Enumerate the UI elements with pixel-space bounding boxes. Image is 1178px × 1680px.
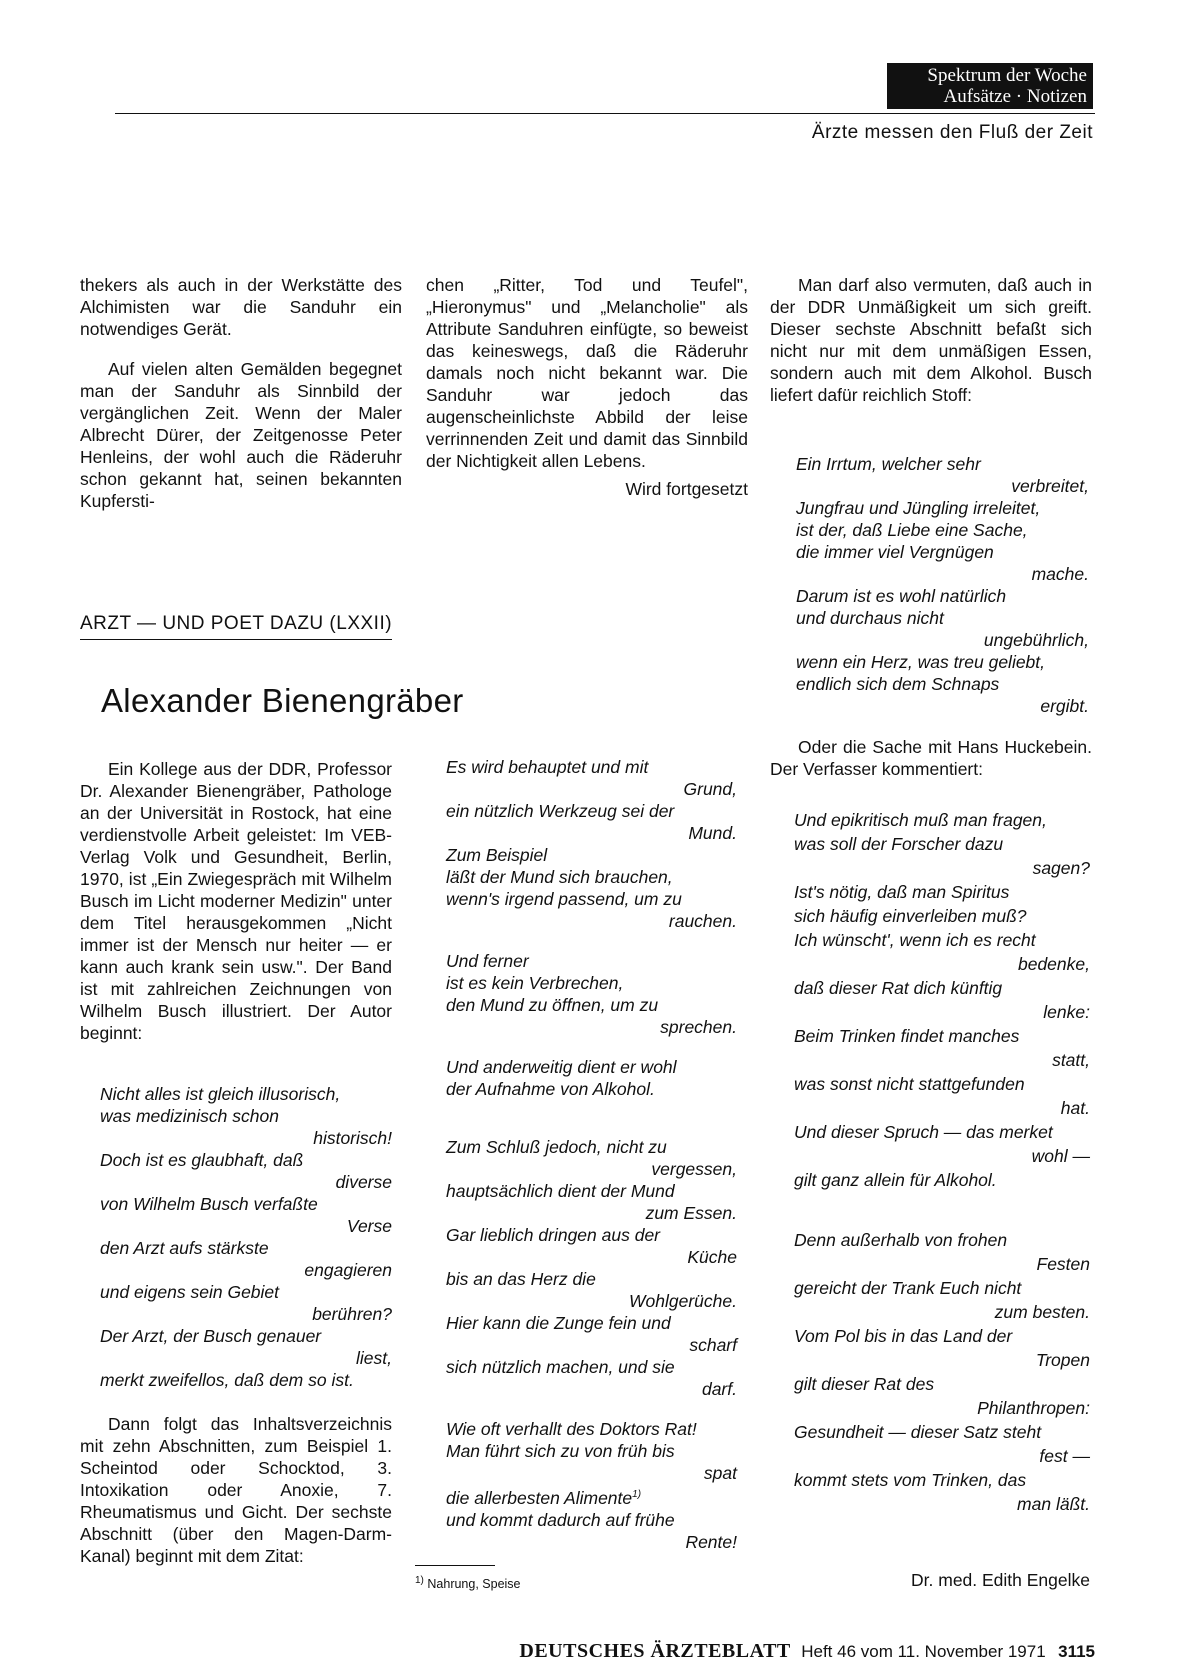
poem-col2: [446, 756, 737, 1553]
poem-col3-second: [794, 808, 1090, 1516]
poem-line: kommt stets vom Trinken, das: [794, 1470, 1027, 1490]
poem-line: Rente!: [685, 1531, 737, 1552]
paragraph: Man darf also vermuten, daß auch in der DDR Unmäßigkeit um sich greift. Dieser sechste Abschnitt befaßt sich nicht nur mit dem unmäßigen Essen, sondern auch mit dem Alkohol. Busch liefert dafür reichlich Stoff:: [770, 275, 1092, 405]
poem-line: wenn ein Herz, was treu geliebt,: [796, 652, 1046, 672]
footnote-reference: 1): [632, 1489, 642, 1500]
footnote-text: Nahrung, Speise: [427, 1577, 521, 1592]
poem-line: historisch!: [313, 1128, 392, 1148]
stanza-break: [794, 1210, 1090, 1228]
poem-line: ergibt.: [1040, 696, 1089, 716]
poem-line: Und anderweitig dient er wohl: [446, 1057, 677, 1077]
col3-intro: [770, 274, 1092, 406]
stanza-break: [446, 1400, 737, 1418]
header-rule: [115, 113, 1095, 114]
poem-line: Und epikritisch muß man fragen,: [794, 810, 1047, 830]
poem-line: Küche: [687, 1247, 737, 1267]
poem-line: rauchen.: [668, 911, 737, 931]
poem-line: was soll der Forscher dazu: [794, 834, 1004, 854]
author-signature: Dr. med. Edith Engelke: [911, 1570, 1090, 1590]
poem-line: Ist's nötig, daß man Spiritus: [794, 882, 1010, 902]
poem-line: hauptsächlich dient der Mund: [446, 1181, 675, 1201]
poem-line: Es wird behauptet und mit: [446, 757, 649, 777]
poem-line: ist der, daß Liebe eine Sache,: [796, 520, 1028, 540]
poem-line: gilt dieser Rat des: [794, 1374, 935, 1394]
paragraph: Auf vielen alten Gemälden begegnet man der Sanduhr als Sinnbild der vergänglichen Zeit. Wenn der Maler Albrecht Dürer, der Zeitgenosse Peter Henleins, der wohl auch die Räderuhr schon gekannt hat, seinen bekannten Kupfersti-: [80, 359, 402, 511]
poem-line: Ich wünscht', wenn ich es recht: [794, 930, 1036, 950]
poem-line: Wie oft verhallt des Doktors Rat!: [446, 1419, 697, 1439]
poem-line: ist es kein Verbrechen,: [446, 973, 624, 993]
poem-line: Wohlgerüche.: [629, 1291, 737, 1311]
poem-line: Hier kann die Zunge fein und: [446, 1313, 671, 1333]
stanza-break: [794, 1192, 1090, 1210]
poem-line: Und dieser Spruch — das merket: [794, 1122, 1053, 1142]
poem-line: Nicht alles ist gleich illusorisch,: [100, 1084, 341, 1104]
poem-col3-first: [796, 453, 1089, 717]
paragraph: chen „Ritter, Tod und Teufel", „Hieronymus" und „Melancholie" als Attribute Sanduhren einfügte, so beweist das keineswegs, daß die Räderuhr damals noch nicht bekannt war. Die Sanduhr war jedoch das augenscheinlichste Abbild der leise verrinnenden Zeit und damit das Sinnbild der Nichtigkeit allen Lebens.: [426, 275, 748, 471]
continued-note: Wird fortgesetzt: [625, 479, 748, 499]
stanza-break: [446, 1118, 737, 1136]
poem-line: lenke:: [1043, 1002, 1090, 1022]
stanza-break: [446, 1100, 737, 1118]
poem-line: Grund,: [683, 779, 737, 799]
poem-line: und eigens sein Gebiet: [100, 1282, 280, 1302]
issue-info: Heft 46 vom 11. November 1971: [801, 1642, 1046, 1661]
poem-line: Denn außerhalb von frohen: [794, 1230, 1008, 1250]
paragraph: Dann folgt das Inhaltsverzeichnis mit zehn Abschnitten, zum Beispiel 1. Scheintod oder Schocktod, 3. Intoxikation oder Anoxie, 7. Rheumatismus und Gicht. Der sechste Abschnitt (über den Magen-Darm-Kanal) beginnt mit dem Zitat:: [80, 1414, 392, 1566]
poem-line: zum besten.: [994, 1302, 1090, 1322]
section-badge-line1: Spektrum der Woche: [927, 65, 1087, 86]
paragraph: Ein Kollege aus der DDR, Professor Dr. Alexander Bienengräber, Pathologe an der Universität in Rostock, hat eine verdienstvolle Arbeit geleistet: Im VEB-Verlag Volk und Gesundheit, Berlin, 1970, ist „Ein Zwiegespräch mit Wilhelm Busch im Licht moderner Medizin" unter dem Titel herausgekommen „Nicht immer ist der Mensch nur heiter — er kann auch krank sein usw.". Der Band ist mit zahlreichen Zeichnungen von Wilhelm Busch illustriert. Der Autor beginnt:: [80, 759, 392, 1043]
poem-line: von Wilhelm Busch verfaßte: [100, 1194, 318, 1214]
poem-line: sprechen.: [660, 1017, 737, 1037]
poem-line: wenn's irgend passend, um zu: [446, 889, 682, 909]
header-topic: Ärzte messen den Fluß der Zeit: [811, 122, 1093, 143]
poem-line: was sonst nicht stattgefunden: [794, 1074, 1025, 1094]
poem-line: der Aufnahme von Alkohol.: [446, 1079, 655, 1099]
poem-line: zum Essen.: [645, 1203, 737, 1223]
poem-line: und kommt dadurch auf frühe: [446, 1509, 675, 1530]
page-footer: [412, 1640, 1095, 1663]
poem-line: Mund.: [688, 823, 737, 843]
paragraph: thekers als auch in der Werkstätte des Alchimisten war die Sanduhr ein notwendiges Gerät.: [80, 275, 402, 339]
poem-line: Tropen: [1035, 1350, 1090, 1370]
poem-line: [446, 1484, 737, 1509]
poem-line: hat.: [1060, 1098, 1090, 1118]
poem-line: endlich sich dem Schnaps: [796, 674, 1000, 694]
col1-tail: [80, 1413, 392, 1567]
poem-line: was medizinisch schon: [100, 1106, 279, 1126]
section-badge: [887, 63, 1093, 109]
poem-line: diverse: [335, 1172, 392, 1192]
paragraph: Oder die Sache mit Hans Huckebein. Der Verfasser kommentiert:: [770, 737, 1092, 779]
poem-line: merkt zweifellos, daß dem so ist.: [100, 1370, 354, 1390]
poem-line: spat: [703, 1463, 737, 1483]
poem-line: Beim Trinken findet manches: [794, 1026, 1020, 1046]
poem-line: und durchaus nicht: [796, 608, 944, 628]
poem-line: gereicht der Trank Euch nicht: [794, 1278, 1022, 1298]
prev-article-col1: [80, 274, 402, 512]
poem-line: Zum Schluß jedoch, nicht zu: [446, 1137, 667, 1157]
poem-line: bis an das Herz die: [446, 1269, 596, 1289]
journal-name: DEUTSCHES ÄRZTEBLATT: [519, 1640, 791, 1662]
poem-line: Festen: [1036, 1254, 1090, 1274]
stanza-break: [446, 932, 737, 950]
prev-article-col2: [426, 274, 748, 500]
poem-line: Jungfrau und Jüngling irreleitet,: [796, 498, 1041, 518]
poem-line: Darum ist es wohl natürlich: [796, 586, 1007, 606]
poem-line: Vom Pol bis in das Land der: [794, 1326, 1013, 1346]
poem-line: ungebührlich,: [983, 630, 1089, 650]
poem-line: ein nützlich Werkzeug sei der: [446, 801, 675, 821]
poem-line: man läßt.: [1017, 1494, 1090, 1514]
column-rubric: ARZT — UND POET DAZU (LXXII): [80, 613, 392, 640]
poem-line: wohl —: [1031, 1146, 1090, 1166]
footnote-mark: 1): [415, 1575, 424, 1586]
poem-line: vergessen,: [651, 1159, 737, 1179]
poem-line: Und ferner: [446, 951, 529, 971]
poem-line: engagieren: [304, 1260, 392, 1280]
poem-line: Gar lieblich dringen aus der: [446, 1225, 661, 1245]
footnote-rule: [415, 1565, 495, 1566]
poem-line: daß dieser Rat dich künftig: [794, 978, 1003, 998]
poem-line-text: die allerbesten Alimente: [446, 1487, 633, 1508]
poem-line: scharf: [689, 1335, 737, 1355]
stanza-break: [446, 1038, 737, 1056]
poem-line: bedenke,: [1017, 954, 1090, 974]
poem-line: sich nützlich machen, und sie: [446, 1357, 675, 1377]
poem-line: sich häufig einverleiben muß?: [794, 906, 1027, 926]
poem-line: Gesundheit — dieser Satz steht: [794, 1422, 1042, 1442]
poem-line: berühren?: [312, 1304, 392, 1324]
footnote: [415, 1575, 521, 1591]
article-title: Alexander Bienengräber: [101, 682, 464, 719]
poem-line: den Mund zu öffnen, um zu: [446, 995, 659, 1015]
poem-line: sagen?: [1032, 858, 1090, 878]
poem-line: läßt der Mund sich brauchen,: [446, 867, 673, 887]
poem-line: darf.: [701, 1379, 737, 1399]
poem-line: Zum Beispiel: [446, 845, 548, 865]
poem-line: Der Arzt, der Busch genauer: [100, 1326, 322, 1346]
poem-line: Philanthropen:: [977, 1398, 1090, 1418]
page-number: 3115: [1058, 1642, 1095, 1661]
col1-intro: [80, 758, 392, 1044]
poem-line: die immer viel Vergnügen: [796, 542, 994, 562]
section-badge-line2: Aufsätze · Notizen: [943, 86, 1087, 107]
poem-line: gilt ganz allein für Alkohol.: [794, 1170, 997, 1190]
col3-mid: [770, 736, 1092, 780]
poem-line: liest,: [356, 1348, 392, 1368]
poem-line: verbreitet,: [1011, 476, 1089, 496]
poem-line: Verse: [346, 1216, 392, 1236]
poem-line: statt,: [1052, 1050, 1090, 1070]
poem-line: fest —: [1039, 1446, 1090, 1466]
poem-col1: [100, 1083, 392, 1391]
poem-line: den Arzt aufs stärkste: [100, 1238, 269, 1258]
poem-line: mache.: [1031, 564, 1089, 584]
poem-line: Doch ist es glaubhaft, daß: [100, 1150, 304, 1170]
poem-line: Ein Irrtum, welcher sehr: [796, 454, 981, 474]
poem-line: Man führt sich zu von früh bis: [446, 1441, 675, 1461]
